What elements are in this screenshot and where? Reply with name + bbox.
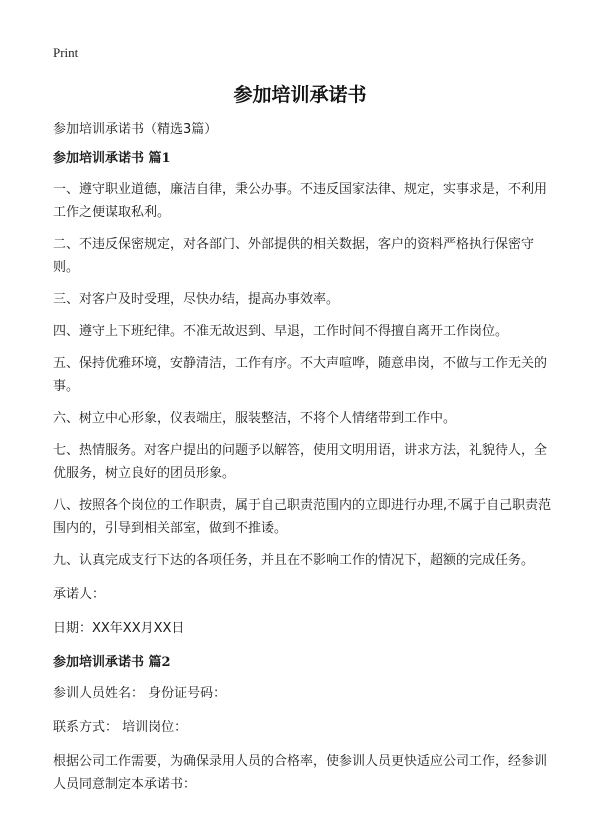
commitment-item-3: 三、对客户及时受理，尽快办结，提高办事效率。 — [53, 292, 340, 307]
commitment-item-6: 六、树立中心形象，仪表端庄，服装整洁，不将个人情绪带到工作中。 — [53, 411, 457, 426]
document-subtitle: 参加培训承诺书（精选3篇） — [53, 122, 218, 137]
trainee-name-line: 参训人员姓名： 身份证号码： — [53, 686, 227, 701]
commitment-item-2: 二、不违反保密规定，对各部门、外部提供的相关数据，客户的资料严格执行保密守则。 — [53, 237, 535, 275]
commitment-item-8: 八、按照各个岗位的工作职责，属于自己职责范围内的立即进行办理,不属于自己职责范围内的，引导到相关部室，做到不推诿。 — [53, 498, 552, 536]
contact-line: 联系方式： 培训岗位： — [53, 720, 188, 735]
intro-paragraph: 根据公司工作需要，为确保录用人员的合格率，使参训人员更快适应公司工作，经参训人员同意制定本承诺书： — [53, 754, 548, 792]
page-title: 参加培训承诺书 — [233, 84, 367, 106]
promisor-label: 承诺人： — [53, 587, 106, 602]
commitment-item-7: 七、热情服务。对客户提出的问题予以解答，使用文明用语，讲求方法，礼貌待人，全优服务，树立良好的团员形象。 — [53, 443, 548, 481]
print-link[interactable]: Print — [53, 45, 79, 60]
section-heading-2: 参加培训承诺书 篇2 — [53, 655, 171, 670]
commitment-item-1: 一、遵守职业道德，廉洁自律，秉公办事。不违反国家法律、规定，实事求是，不利用工作之便谋取私利。 — [53, 182, 548, 220]
commitment-item-4: 四、遵守上下班纪律。不准无故迟到、早退，工作时间不得擅自离开工作岗位。 — [53, 324, 509, 339]
commitment-item-5: 五、保持优雅环境，安静清洁，工作有序。不大声喧哗，随意串岗，不做与工作无关的事。 — [53, 356, 548, 394]
section-heading-1: 参加培训承诺书 篇1 — [53, 151, 171, 166]
commitment-item-9: 九、认真完成支行下达的各项任务，并且在不影响工作的情况下，超额的完成任务。 — [53, 553, 535, 568]
document-body — [53, 118, 553, 805]
date-label: 日期：XX年XX月XX日 — [53, 621, 185, 636]
